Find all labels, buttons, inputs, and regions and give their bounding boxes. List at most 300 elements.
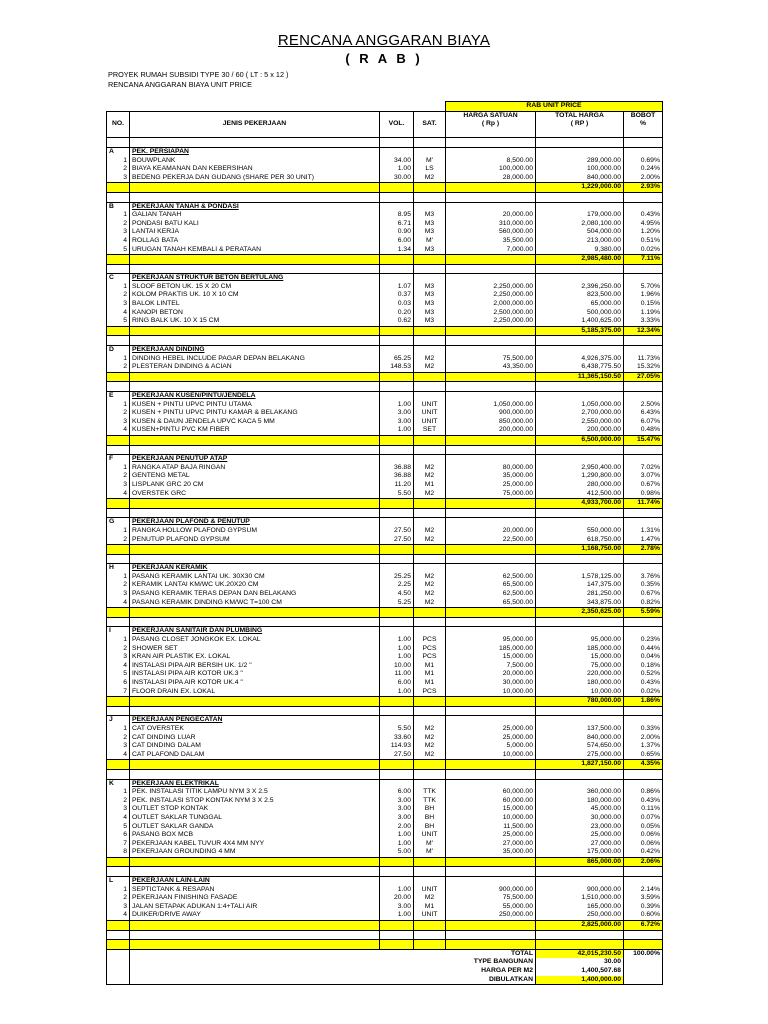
table-row [107,165,663,174]
empty-cell [414,627,446,636]
empty-cell [624,202,663,211]
item-unit: PCS [414,653,446,662]
item-total-price: 504,000.00 [536,228,624,237]
header-row-1 [107,111,663,120]
section-header-row [107,392,663,401]
empty-cell [107,336,130,346]
item-volume: 34.00 [380,157,414,166]
item-name: PASANG KERAMIK DINDING KM/WC T=100 CM [130,599,380,608]
item-weight: 0.60% [624,911,663,920]
table-row [107,490,663,499]
empty-cell [380,518,414,527]
item-volume: 36.88 [380,472,414,481]
item-weight: 0.07% [624,814,663,823]
subtotal-fill [130,326,380,336]
item-number: 2 [107,645,130,654]
item-weight: 5.70% [624,283,663,292]
col-no-label: NO. [107,120,130,129]
item-name: PEK. INSTALASI STOP KONTAK NYM 3 X 2.5 [130,797,380,806]
item-name: PEKERJAAN GROUNDING 4 MM [130,848,380,857]
section-code: L [107,877,130,886]
item-volume: 1.34 [380,246,414,255]
table-row [107,472,663,481]
summary-fill [107,940,130,950]
item-volume: 6.00 [380,788,414,797]
summary-weight [624,967,663,976]
item-total-price: 6,438,775.50 [536,363,624,372]
item-name: BOUWPLANK [130,157,380,166]
empty-cell [536,274,624,283]
item-number: 4 [107,490,130,499]
empty-cell [380,627,414,636]
empty-cell [446,627,536,636]
empty-cell [446,617,536,627]
header-row-3 [107,129,663,138]
item-weight: 15.32% [624,363,663,372]
empty-cell [414,706,446,716]
item-total-price: 220,000.00 [536,670,624,679]
table-row [107,418,663,427]
empty-cell [130,336,380,346]
empty-cell [536,336,624,346]
subtotal-fill [414,760,446,770]
item-unit: M2 [414,472,446,481]
item-unit-price: 25,000.00 [446,831,536,840]
item-unit: M2 [414,464,446,473]
section-subtotal-row [107,499,663,509]
item-total-price: 200,000.00 [536,426,624,435]
spacer-row [107,336,663,346]
item-weight: 0.02% [624,246,663,255]
item-unit-price: 20,000.00 [446,527,536,536]
subtotal-fill [130,760,380,770]
table-row [107,679,663,688]
item-number: 3 [107,590,130,599]
item-unit-price: 65,500.00 [446,599,536,608]
table-row [107,670,663,679]
item-volume: 0.90 [380,228,414,237]
empty-cell [414,336,446,346]
item-unit: M2 [414,742,446,751]
item-total-price: 360,000.00 [536,788,624,797]
subtotal-fill [414,608,446,618]
item-unit: M2 [414,590,446,599]
description-line: RENCANA ANGGARAN BIAYA UNIT PRICE [108,80,252,89]
section-weight: 7.11% [624,255,663,265]
item-weight: 0.42% [624,848,663,857]
item-unit-price: 10,000.00 [446,751,536,760]
item-name: CAT DINDING DALAM [130,742,380,751]
item-unit: M' [414,840,446,849]
item-name: PEKERJAAN KABEL TUVUR 4X4 MM NYY [130,840,380,849]
table-row [107,653,663,662]
spacer-row [107,867,663,877]
empty-cell [624,392,663,401]
document-title: RENCANA ANGGARAN BIAYA [277,32,491,49]
subtotal-fill [414,326,446,336]
col-sat-header [414,111,446,120]
table-row [107,725,663,734]
item-name: PASANG BOX MCB [130,831,380,840]
document-subtitle: ( R A B ) [345,51,423,66]
empty-cell [624,445,663,455]
item-unit: M2 [414,725,446,734]
item-weight: 0.48% [624,426,663,435]
empty-cell [446,346,536,355]
item-unit-price: 25,000.00 [446,481,536,490]
section-title: PEK. PERSIAPAN [130,147,380,156]
section-header-row [107,627,663,636]
item-volume: 36.88 [380,464,414,473]
empty-cell [380,564,414,573]
empty-cell [414,455,446,464]
empty-cell [414,877,446,886]
empty-cell [107,958,130,967]
section-header-row [107,877,663,886]
item-unit: M1 [414,679,446,688]
item-total-price: 1,400,625.00 [536,317,624,326]
spacer-row [107,192,663,202]
empty-cell [414,554,446,564]
item-volume: 1.00 [380,401,414,410]
empty-cell [130,930,380,940]
item-number: 2 [107,472,130,481]
item-weight: 0.43% [624,211,663,220]
section-title: PEKERJAAN ELEKTRIKAL [130,779,380,788]
item-number: 4 [107,814,130,823]
item-name: INSTALASI PIPA AIR KOTOR UK.4 " [130,679,380,688]
item-unit-price: 35,500.00 [446,237,536,246]
table-row [107,363,663,372]
subtotal-fill [130,608,380,618]
summary-weight: 100.00% [624,949,663,958]
empty-cell [536,202,624,211]
item-volume: 1.00 [380,840,414,849]
item-weight: 0.69% [624,157,663,166]
item-unit-price: 11,500.00 [446,823,536,832]
empty-cell [380,779,414,788]
item-weight: 0.82% [624,599,663,608]
table-row [107,886,663,895]
item-unit: M3 [414,283,446,292]
item-name: JALAN SETAPAK ADUKAN 1:4+TALI AIR [130,903,380,912]
empty-cell [380,867,414,877]
item-unit-price: 95,000.00 [446,636,536,645]
item-number: 3 [107,481,130,490]
table-row [107,464,663,473]
subtotal-fill [414,857,446,867]
item-weight: 0.43% [624,679,663,688]
item-weight: 0.05% [624,823,663,832]
subtotal-fill [107,435,130,445]
subtotal-fill [130,545,380,555]
item-unit: M1 [414,662,446,671]
table-row [107,742,663,751]
subtotal-fill [130,372,380,382]
item-number: 1 [107,283,130,292]
item-number: 4 [107,662,130,671]
summary-value: 1,400,000.00 [536,976,624,985]
empty-cell [107,976,130,985]
item-weight: 0.52% [624,670,663,679]
empty-cell [130,769,380,779]
empty-cell [130,445,380,455]
item-name: BALOK LINTEL [130,300,380,309]
item-number: 1 [107,636,130,645]
item-unit-price: 5,000.00 [446,742,536,751]
empty-cell [536,617,624,627]
section-subtotal: 2,350,625.00 [536,608,624,618]
section-subtotal: 4,933,700.00 [536,499,624,509]
spacer-row [107,445,663,455]
item-unit-price: 60,000.00 [446,797,536,806]
empty-cell [446,274,536,283]
empty-cell [624,617,663,627]
summary-fill [446,940,536,950]
subtotal-fill [446,326,536,336]
item-volume: 3.00 [380,418,414,427]
item-name: DINDING HEBEL INCLUDE PAGAR DEPAN BELAKANG [130,355,380,364]
item-weight: 0.18% [624,662,663,671]
section-weight: 2.78% [624,545,663,555]
subtotal-fill [446,857,536,867]
item-volume: 0.37 [380,291,414,300]
empty-cell [107,445,130,455]
item-unit-price: 62,500.00 [446,590,536,599]
subtotal-fill [380,435,414,445]
subtotal-fill [130,499,380,509]
subtotal-fill [107,760,130,770]
empty-cell [624,627,663,636]
item-weight: 1.47% [624,536,663,545]
empty-cell [536,445,624,455]
item-number: 2 [107,581,130,590]
subtotal-fill [446,545,536,555]
table-row [107,291,663,300]
section-subtotal-row [107,372,663,382]
table-row [107,590,663,599]
spacer-row [107,138,663,148]
table-row [107,536,663,545]
empty-cell [446,867,536,877]
item-total-price: 2,080,100.00 [536,220,624,229]
subtotal-fill [414,183,446,193]
section-weight: 4.35% [624,760,663,770]
item-unit: TTK [414,797,446,806]
item-unit-price: 185,000.00 [446,645,536,654]
item-volume: 33.60 [380,734,414,743]
item-unit-price: 7,500.00 [446,662,536,671]
subtotal-fill [130,697,380,707]
empty-cell [380,769,414,779]
table-row [107,527,663,536]
summary-label: DIBULATKAN [130,976,536,985]
item-unit-price: 900,000.00 [446,886,536,895]
item-unit: UNIT [414,401,446,410]
item-unit-price: 2,000,000.00 [446,300,536,309]
section-subtotal: 2,825,000.00 [536,921,624,931]
item-volume: 1.00 [380,831,414,840]
item-total-price: 2,950,400.00 [536,464,624,473]
item-unit: UNIT [414,886,446,895]
item-total-price: 550,000.00 [536,527,624,536]
item-unit-price: 560,000.00 [446,228,536,237]
section-title: PEKERJAAN KUSEN/PINTU/JENDELA [130,392,380,401]
empty-cell [107,617,130,627]
spacer-row [107,264,663,274]
section-subtotal-row [107,255,663,265]
empty-cell [624,147,663,156]
item-total-price: 500,000.00 [536,309,624,318]
item-unit: UNIT [414,418,446,427]
col-vol-label: VOL. [380,120,414,129]
empty-cell [536,382,624,392]
empty-cell [536,716,624,725]
item-unit-price: 7,000.00 [446,246,536,255]
section-code: H [107,564,130,573]
subtotal-fill [414,697,446,707]
table-row [107,645,663,654]
table-row [107,426,663,435]
empty-cell [624,779,663,788]
item-number: 4 [107,911,130,920]
section-subtotal: 780,000.00 [536,697,624,707]
item-total-price: 4,926,375.00 [536,355,624,364]
item-volume: 1.00 [380,645,414,654]
item-weight: 2.00% [624,174,663,183]
section-code: A [107,147,130,156]
section-weight: 2.93% [624,183,663,193]
empty-cell [414,779,446,788]
item-weight: 1.37% [624,742,663,751]
item-volume: 20.00 [380,894,414,903]
item-weight: 6.43% [624,409,663,418]
item-weight: 2.50% [624,401,663,410]
empty-cell [380,147,414,156]
item-name: FLOOR DRAIN EX. LOKAL [130,688,380,697]
section-title: PEKERJAAN PENGECATAN [130,716,380,725]
item-total-price: 412,500.00 [536,490,624,499]
item-number: 3 [107,653,130,662]
item-name: GENTENG METAL [130,472,380,481]
item-weight: 0.65% [624,751,663,760]
item-total-price: 2,396,250.00 [536,283,624,292]
item-number: 1 [107,573,130,582]
empty-cell [536,779,624,788]
item-name: KANOPI BETON [130,309,380,318]
summary-top-fill [107,940,663,950]
item-unit-price: 2,500,000.00 [446,309,536,318]
item-unit-price: 55,000.00 [446,903,536,912]
item-name: KUSEN + PINTU UPVC PINTU KAMAR & BELAKANG [130,409,380,418]
spacer-row [107,554,663,564]
table-row [107,237,663,246]
empty-cell [624,264,663,274]
empty-cell [380,930,414,940]
item-unit-price: 20,000.00 [446,211,536,220]
empty-cell [380,508,414,518]
item-name: GALIAN TANAH [130,211,380,220]
section-title: PEKERJAAN PENUTUP ATAP [130,455,380,464]
item-volume: 1.00 [380,886,414,895]
item-volume: 3.00 [380,814,414,823]
section-header-row [107,716,663,725]
item-volume: 1.07 [380,283,414,292]
section-header-row [107,346,663,355]
col-harga-header-2: ( Rp ) [446,120,536,129]
section-weight: 15.47% [624,435,663,445]
item-total-price: 275,000.00 [536,751,624,760]
item-name: PONDASI BATU KALI [130,220,380,229]
section-subtotal: 1,168,750.00 [536,545,624,555]
item-volume: 1.00 [380,636,414,645]
section-header-row [107,564,663,573]
section-subtotal: 6,500,000.00 [536,435,624,445]
subtotal-fill [107,921,130,931]
table-row [107,220,663,229]
subtotal-fill [446,255,536,265]
item-total-price: 9,380.00 [536,246,624,255]
item-unit: M2 [414,174,446,183]
item-total-price: 343,875.00 [536,599,624,608]
section-title: PEKERJAAN TANAH & PONDASI [130,202,380,211]
subtotal-fill [414,545,446,555]
item-number: 1 [107,157,130,166]
item-name: INSTALASI PIPA AIR BERSIH UK. 1/2 " [130,662,380,671]
item-name: PASANG CLOSET JONGKOK EX. LOKAL [130,636,380,645]
item-unit: M2 [414,734,446,743]
item-unit-price: 65,500.00 [446,581,536,590]
item-weight: 3.33% [624,317,663,326]
item-total-price: 180,000.00 [536,679,624,688]
empty-cell [107,554,130,564]
item-weight: 1.96% [624,291,663,300]
item-weight: 11.73% [624,355,663,364]
empty-cell [624,455,663,464]
item-name: OUTLET STOP KONTAK [130,805,380,814]
table-row [107,636,663,645]
table-row [107,688,663,697]
empty-cell [414,346,446,355]
empty-cell [130,508,380,518]
item-number: 2 [107,291,130,300]
empty-cell [130,554,380,564]
item-number: 6 [107,831,130,840]
table-row [107,409,663,418]
item-name: PENUTUP PLAFOND GYPSUM [130,536,380,545]
subtotal-fill [107,499,130,509]
item-total-price: 75,000.00 [536,662,624,671]
table-row [107,814,663,823]
section-subtotal: 5,185,375.00 [536,326,624,336]
section-weight: 2.06% [624,857,663,867]
empty-cell [446,518,536,527]
empty-cell [446,264,536,274]
empty-cell [536,867,624,877]
item-total-price: 1,290,800.00 [536,472,624,481]
item-name: PLESTERAN DINDING & ACIAN [130,363,380,372]
item-number: 3 [107,418,130,427]
col-no-header [107,111,130,120]
item-name: KUSEN & DAUN JENDELA UPVC KACA 5 MM [130,418,380,427]
item-volume: 5.50 [380,490,414,499]
empty-cell [414,192,446,202]
summary-row [107,958,663,967]
item-weight: 0.98% [624,490,663,499]
item-number: 1 [107,788,130,797]
empty-cell [380,392,414,401]
col-harga-header-1: HARGA SATUAN [446,111,536,120]
